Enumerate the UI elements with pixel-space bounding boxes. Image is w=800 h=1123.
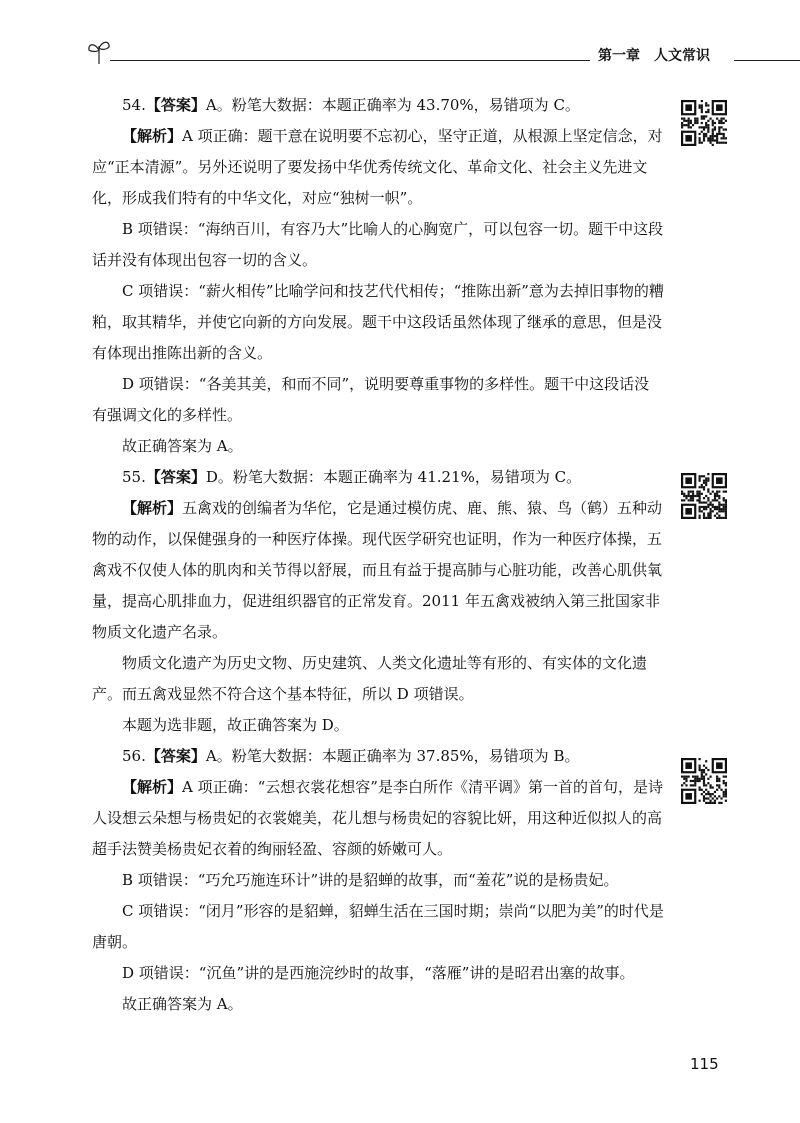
q54-option-d: D 项错误：“各美其美，和而不同”，说明要尊重事物的多样性。题干中这段话没有强调文化的多样性。 bbox=[92, 375, 650, 424]
q55-paragraph-2: 物质文化遗产为历史文物、历史建筑、人类文化遗址等有形的、有实体的文化遗产。而五禽戏显然不符合这个基本特征，所以 D 项错误。 bbox=[92, 654, 648, 703]
q55-answer-label: 【答案】 bbox=[145, 468, 206, 486]
q56-number: 56. bbox=[122, 747, 146, 765]
q56-answer-label: 【答案】 bbox=[145, 747, 206, 765]
q55-answer-line bbox=[92, 462, 664, 493]
q54-option-b: B 项错误：“海纳百川，有容乃大”比喻人的心胸宽广，可以包容一切。题干中这段话并没有体现出包容一切的含义。 bbox=[92, 220, 664, 269]
q56-option-b: B 项错误：“巧允巧施连环计”讲的是貂蝉的故事，而“羞花”说的是杨贵妃。 bbox=[122, 871, 619, 889]
chapter-name: 人文常识 bbox=[654, 48, 710, 64]
sprout-icon bbox=[86, 38, 112, 66]
q56-answer-text: A。粉笔大数据：本题正确率为 37.85%，易错项为 B。 bbox=[205, 747, 580, 765]
q55-analysis-label: 【解析】 bbox=[122, 499, 183, 517]
q56-analysis-label: 【解析】 bbox=[122, 778, 183, 796]
q56-analysis bbox=[92, 772, 664, 865]
q54-analysis-label: 【解析】 bbox=[122, 127, 183, 145]
q54-number: 54. bbox=[122, 96, 146, 114]
page-number: 115 bbox=[690, 1055, 719, 1073]
q54-answer-label: 【答案】 bbox=[145, 96, 206, 114]
qr-code-icon[interactable] bbox=[681, 100, 727, 146]
q55-analysis bbox=[92, 493, 664, 648]
q54-answer-text: A。粉笔大数据：本题正确率为 43.70%，易错项为 C。 bbox=[205, 96, 580, 114]
chapter-number: 第一章 bbox=[598, 48, 640, 64]
q56-conclusion: 故正确答案为 A。 bbox=[122, 995, 243, 1013]
q55-answer-text: D。粉笔大数据：本题正确率为 41.21%，易错项为 C。 bbox=[205, 468, 582, 486]
q54-conclusion: 故正确答案为 A。 bbox=[122, 437, 243, 455]
page-content bbox=[92, 90, 664, 1020]
q55-analysis-text: 五禽戏的创编者为华佗，它是通过模仿虎、鹿、熊、猿、鸟（鹤）五种动物的动作，以保健强身的一种医疗体操。现代医学研究也证明，作为一种医疗体操，五禽戏不仅使人体的肌肉和关节得以舒展，而且有益于提高肺与心脏功能，改善心肌供氧量，提高心肌排血力，促进组织器官的正常发育。2011 年五禽戏被纳入第三批国家非物质文化遗产名录。 bbox=[92, 499, 663, 641]
q56-option-c: C 项错误：“闭月”形容的是貂蝉，貂蝉生活在三国时期；崇尚“以肥为美”的时代是唐朝。 bbox=[92, 902, 664, 951]
q56-analysis-text: A 项正确：“云想衣裳花想容”是李白所作《清平调》第一首的首句，是诗人设想云朵想与杨贵妃的衣裳媲美，花儿想与杨贵妃的容貌比妍，用这种近似拟人的高超手法赞美杨贵妃衣着的绚丽轻盈、容颜的娇嫩可人。 bbox=[92, 778, 663, 858]
qr-code-icon[interactable] bbox=[681, 758, 727, 804]
q56-option-d: D 项错误：“沉鱼”讲的是西施浣纱时的故事，“落雁”讲的是昭君出塞的故事。 bbox=[122, 964, 635, 982]
q54-option-c: C 项错误：“薪火相传”比喻学问和技艺代代相传；“推陈出新”意为去掉旧事物的糟粕，取其精华，并使它向新的方向发展。题干中这段话虽然体现了继承的意思，但是没有体现出推陈出新的含义。 bbox=[92, 282, 664, 362]
q54-analysis bbox=[92, 121, 664, 214]
q55-number: 55. bbox=[122, 468, 146, 486]
q55-conclusion: 本题为选非题，故正确答案为 D。 bbox=[122, 716, 349, 734]
qr-code-icon[interactable] bbox=[681, 473, 727, 519]
q54-analysis-text: A 项正确：题干意在说明要不忘初心，坚守正道，从根源上坚定信念，对应“正本清源”。另外还说明了要发扬中华优秀传统文化、革命文化、社会主义先进文化，形成我们特有的中华文化，对应“独树一帜”。 bbox=[92, 127, 663, 207]
chapter-title bbox=[598, 45, 710, 65]
header-rule-right bbox=[734, 60, 800, 61]
q56-answer-line bbox=[92, 741, 664, 772]
q54-answer-line bbox=[92, 90, 664, 121]
header-rule-left bbox=[110, 60, 590, 61]
page-header bbox=[0, 30, 800, 70]
